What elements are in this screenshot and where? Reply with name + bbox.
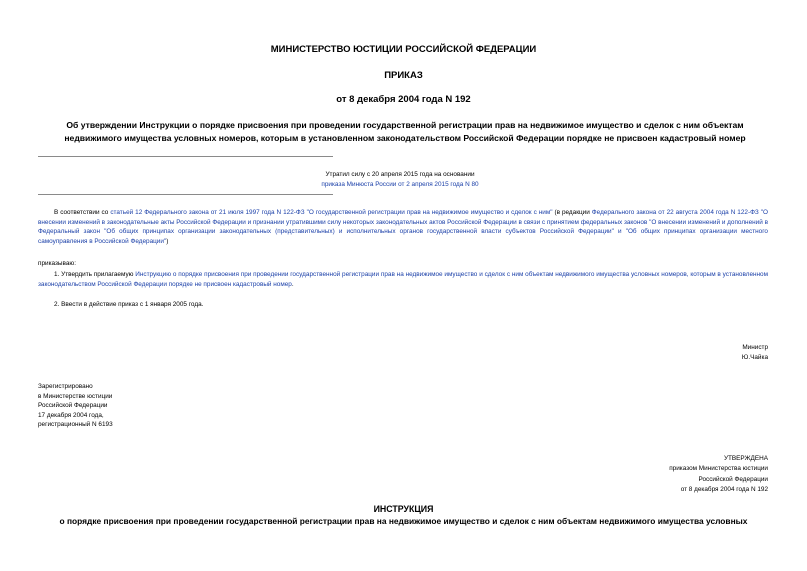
signature-position: Министр xyxy=(742,344,768,351)
law-link-122fz[interactable]: статьей 12 Федерального закона от 21 июля 1997 года N 122-ФЗ "О государственной регистрации прав на недвижимое имущество и сделок с ним" xyxy=(110,209,553,216)
approval-line: УТВЕРЖДЕНА xyxy=(723,455,768,462)
order-title xyxy=(40,119,770,145)
approval-block xyxy=(560,454,768,496)
order-date: от 8 декабря 2004 года N 192 xyxy=(336,94,471,105)
registration-line: Российской Федерации xyxy=(38,402,108,410)
registration-line: в Министерстве юстиции xyxy=(38,392,113,400)
preamble-text-end: ) xyxy=(166,237,169,245)
divider-bottom xyxy=(38,194,333,195)
approval-line: от 8 декабря 2004 года N 192 xyxy=(680,486,768,494)
instruction-link[interactable]: Инструкцию о порядке присвоения при проведении государственной регистрации прав на недвижимое имущество и сделок с ним объектам недвижимого имущества условных номеров, которым в установленном законодательством Российской Федерации порядке не присвоен кадастровый номер xyxy=(38,271,769,288)
order-item-1-end: . xyxy=(291,280,294,288)
registration-line: Зарегистрировано xyxy=(38,383,93,390)
order-title-line2: недвижимого имущества условных номеров, которым в установленном законодательством Российской Федерации порядке не присвоен кадастровый номер xyxy=(64,133,746,143)
law-link-amendment[interactable]: Федерального закона от 22 августа 2004 года N 122-ФЗ "О внесении изменений в законодательные акты Российской Федерации и признании утратившими силу некоторых законодательных актов Российской Федерации в связи с принятием федеральных законов "О внесении изменений и дополнений в Федеральный закон "Об общих принципах организации законодательных (представительных) и исполнительных органов государственной власти субъектов Российской Федерации" и "Об общих принципах организации местного самоуправления в Российской Федерации" xyxy=(38,209,769,245)
instruction-subtitle: о порядке присвоения при проведении государственной регистрации прав на недвижимое имущество и сделок с ним объектам недвижимого имущества условных xyxy=(59,516,748,526)
signature-block xyxy=(600,343,768,362)
status-block xyxy=(300,170,500,189)
status-text: Утратил силу с 20 апреля 2015 года на основании xyxy=(325,171,475,178)
order-item-1-start: 1. Утвердить прилагаемую xyxy=(54,271,136,278)
preamble-text-start: В соответствии со xyxy=(54,209,111,216)
order-item-2: 2. Ввести в действие приказ с 1 января 2005 года. xyxy=(54,301,204,308)
order-title-line1: Об утверждении Инструкции о порядке присвоения при проведении государственной регистрации прав на недвижимое имущество и сделок с ним объектам xyxy=(66,120,744,130)
preamble xyxy=(38,208,768,246)
instruction-title: ИНСТРУКЦИЯ xyxy=(373,504,434,514)
registration-line: 17 декабря 2004 года, xyxy=(38,411,104,419)
ministry-heading: МИНИСТЕРСТВО ЮСТИЦИИ РОССИЙСКОЙ ФЕДЕРАЦИИ xyxy=(270,44,537,55)
divider-top xyxy=(38,156,333,157)
status-link[interactable]: приказа Минюста России от 2 апреля 2015 года N 80 xyxy=(321,180,479,188)
registration-line: регистрационный N 6193 xyxy=(38,421,113,429)
preamble-text-mid: (в редакции xyxy=(552,209,592,216)
approval-line: Российской Федерации xyxy=(698,475,768,483)
registration-block xyxy=(38,382,238,430)
signature-name: Ю.Чайка xyxy=(741,353,768,361)
doc-type-heading: ПРИКАЗ xyxy=(384,70,423,81)
order-item-1 xyxy=(38,270,768,289)
order-label: приказываю: xyxy=(38,260,76,267)
approval-line: приказом Министерства юстиции xyxy=(669,465,768,473)
